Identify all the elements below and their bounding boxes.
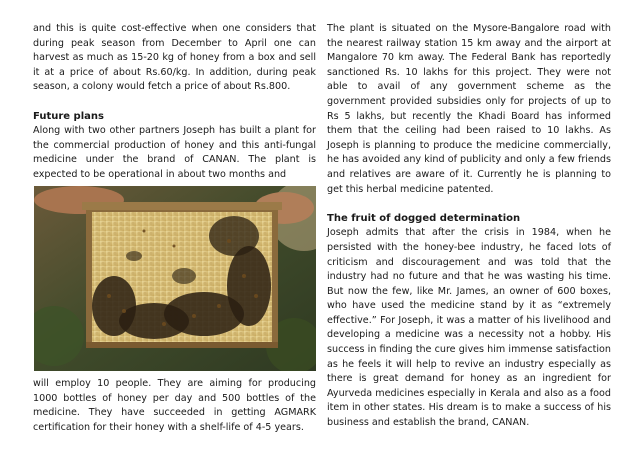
heading-future-plans: Future plans xyxy=(33,110,104,122)
left-paragraph-2: Along with two other partners Joseph has built a plant for the commercial production of honey and this anti-fungal medicine under the brand of CANAN. The plant is expected to be operational in about two months and xyxy=(33,125,316,180)
left-column-bottom xyxy=(33,377,316,435)
left-paragraph-3: will employ 10 people. They are aiming for producing 1000 bottles of honey per day and 500 bottles of the medicine. They have succeeded in getting AGMARK certification for their honey with a shelf-life of 4-5 years. xyxy=(33,378,316,433)
right-paragraph-2: Joseph admits that after the crisis in 1984, when he persisted with the honey-bee industry, he faced lots of criticism and discouragement and was told that the industry had no future and that he was wasting his time. But now the few, like Mr. James, an owner of 600 boxes, who have used the medicine stand by it as “extremely effective.” For Joseph, it was a matter of his livelihood and developing a medicine was a necessity not a hobby. His success in finding the cure gives him immense satisfaction as he feels it will help to revive an industry especially as there is great demand for honey as an ingredient for Ayurveda medicines especially in Kerala and also as a food item in other states. His dream is to make a success of his business and establish the brand, CANAN. xyxy=(327,227,611,429)
left-paragraph-1: and this is quite cost-effective when one considers that during peak season from December to April one can harvest as much as 15-20 kg of honey from a box and sell it at a price of about Rs.60/kg. In addition, during peak season, a colony would fetch a price of about Rs.800. xyxy=(33,23,316,93)
heading-fruit-of-determination: The fruit of dogged determination xyxy=(327,212,521,224)
right-column xyxy=(327,22,611,431)
right-paragraph-1: The plant is situated on the Mysore-Bangalore road with the nearest railway station 15 km away and the airport at Mangalore 70 km away. The Federal Bank has reportedly sanctioned Rs. 10 lakhs for this project. They were not able to avail of any government scheme as the government provided subsidies only for projects of up to Rs 5 lakhs, but recently the Khadi Board has informed them that the ceiling had been raised to 10 lakhs. As Joseph is planning to produce the medicine commercially, he has avoided any kind of publicity and only a few friends and relatives are aware of it. Currently he is planning to get this herbal medicine patented. xyxy=(327,23,611,195)
honeycomb-photo xyxy=(34,186,316,371)
left-column xyxy=(33,22,316,183)
